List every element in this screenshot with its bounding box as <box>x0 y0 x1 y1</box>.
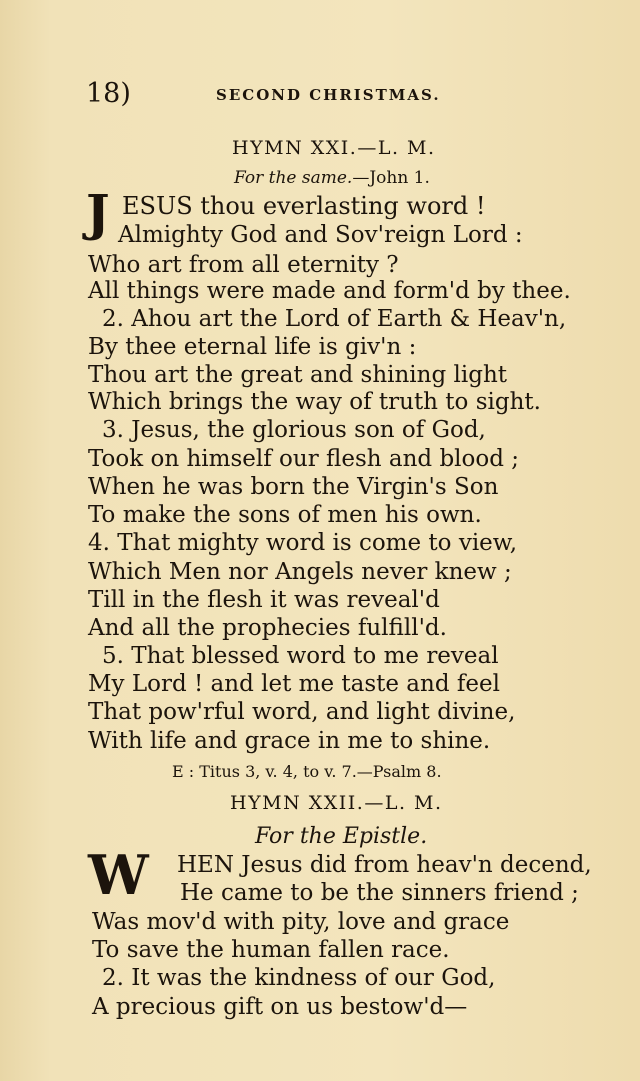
hymn-21-line-9: 3. Jesus, the glorious son of God, <box>102 417 486 443</box>
hymn-21-line-5: 2. Ahou art the Lord of Earth & Heav'n, <box>102 306 567 332</box>
page-number: 18) <box>86 78 131 109</box>
hymn-21-subtitle <box>234 168 430 188</box>
hymn-21-subtitle-italic: For the same. <box>234 168 353 188</box>
hymn-22-line-1: HEN Jesus did from heav'n decend, <box>177 852 592 878</box>
hymn-21-line-19: That pow'rful word, and light divine, <box>88 699 516 725</box>
hymn-21-line-13: 4. That mighty word is come to view, <box>88 530 518 556</box>
hymn-21-line-3: Who art from all eternity ? <box>88 252 399 278</box>
hymn-21-title: HYMN XXI.—L. M. <box>232 137 436 159</box>
hymn-22-line-2: He came to be the sinners friend ; <box>180 880 579 906</box>
hymn-21-subtitle-ref: —John 1. <box>352 168 430 188</box>
hymn-22-subtitle: For the Epistle. <box>255 824 428 849</box>
hymn-21-line-12: To make the sons of men his own. <box>88 502 482 528</box>
hymn-21-line-2: Almighty God and Sov'reign Lord : <box>118 222 523 248</box>
hymn-22-dropcap: W <box>88 843 149 907</box>
hymn-21-line-15: Till in the flesh it was reveal'd <box>88 587 440 613</box>
hymn-21-line-7: Thou art the great and shining light <box>88 362 507 388</box>
hymn-22-line-6: A precious gift on us bestow'd— <box>92 994 468 1020</box>
scripture-reference: E : Titus 3, v. 4, to v. 7.—Psalm 8. <box>172 762 442 781</box>
hymn-22-line-4: To save the human fallen race. <box>92 937 450 963</box>
hymn-22-title: HYMN XXII.—L. M. <box>230 792 443 814</box>
hymn-21-line-6: By thee eternal life is giv'n : <box>88 334 417 360</box>
hymn-21-line-17: 5. That blessed word to me reveal <box>102 643 499 669</box>
hymn-21-line-1: ESUS thou everlasting word ! <box>122 192 486 220</box>
hymn-21-line-18: My Lord ! and let me taste and feel <box>88 671 500 697</box>
hymn-21-line-10: Took on himself our flesh and blood ; <box>88 446 520 472</box>
hymn-21-line-16: And all the prophecies fulfill'd. <box>88 615 447 641</box>
hymn-21-line-20: With life and grace in me to shine. <box>88 728 491 754</box>
hymn-21-line-4: All things were made and form'd by thee. <box>88 278 571 304</box>
hymn-21-dropcap: J <box>86 183 110 242</box>
hymn-21-line-8: Which brings the way of truth to sight. <box>88 389 541 415</box>
hymn-21-line-14: Which Men nor Angels never knew ; <box>88 559 512 585</box>
hymn-21-line-11: When he was born the Virgin's Son <box>88 474 499 500</box>
running-head: SECOND CHRISTMAS. <box>216 86 441 104</box>
hymn-22-line-5: 2. It was the kindness of our God, <box>102 965 496 991</box>
hymn-22-line-3: Was mov'd with pity, love and grace <box>92 909 510 935</box>
page-header <box>86 78 606 112</box>
